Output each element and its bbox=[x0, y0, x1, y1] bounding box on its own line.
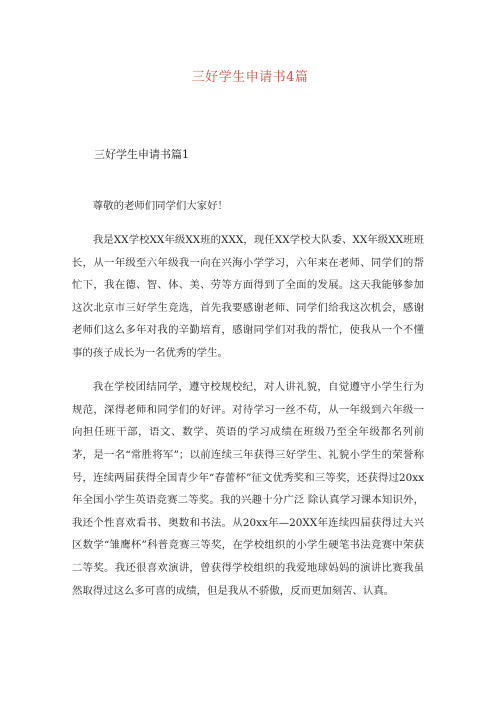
section-heading: 三好学生申请书篇1 bbox=[94, 148, 189, 161]
document-title: 三好学生申请书4篇 bbox=[191, 70, 309, 85]
greeting-paragraph: 尊敬的老师们同学们大家好！ bbox=[92, 200, 228, 212]
body-paragraph: 我在学校团结同学，遵守校规校纪，对人讲礼貌，自觉遵守小学生行为规范，深得老师和同学们的好评。对待学习一丝不苟，从一年级到六年级一向担任班干部，语文、数学、英语的学习成绩在班级乃至全年级都名列前茅，是一名“常胜将军”；以前连续三年获得三好学生、礼貌小学生的荣誉称号，连续两届获得全国青少年“春蕾杯”征文优秀奖和三等奖，还获得过20xx年全国小学生英语竞赛二等奖。我的兴趣十分广泛 除认真学习课本知识外，我还个性喜欢看书、奥数和书法。从20xx年—20XX年连续四届获得过大兴区数学“雏鹰杯”科普竞赛三等奖，在学校组织的小学生硬笔书法竞赛中荣获二等奖。我还很喜欢演讲，曾获得学校组织的我爱地球妈妈的演讲比赛我虽然取得过这么多可喜的成绩，但是我从不骄傲，反而更加刻苦、认真。 bbox=[72, 381, 424, 597]
body-paragraph: 我是XX学校XX年级XX班的XXX，现任XX学校大队委、XX年级XX班班长，从一年级至六年级我一向在兴海小学学习，六年来在老师、同学们的帮忙下，我在德、智、体、美、劳等方面得到了全面的发展。这天我能够参加这次北京市三好学生竞选，首先我要感谢老师、同学们给我这次机会，感谢老师们这么多年对我的辛勤培育，感谢同学们对我的帮忙，使我从一个不懂事的孩子成长为一名优秀的学生。 bbox=[72, 234, 424, 360]
document-body bbox=[72, 195, 424, 614]
